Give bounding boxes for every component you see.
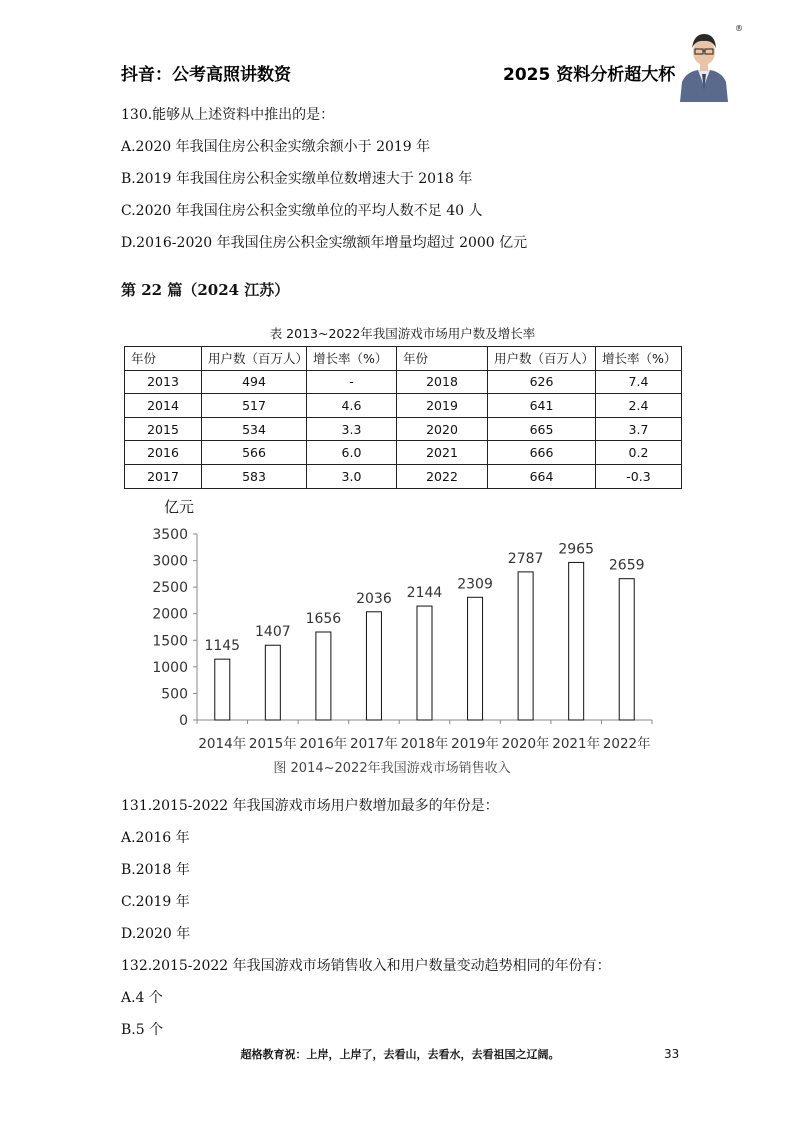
chart-y-tick-label: 3500 <box>152 527 188 543</box>
chart-bar <box>619 579 634 720</box>
chart-bar <box>468 597 483 720</box>
q132-stem: 132.2015-2022 年我国游戏市场销售收入和用户数量变动趋势相同的年份有： <box>121 958 611 974</box>
table-cell: 583 <box>202 464 307 488</box>
chart-data-label: 2309 <box>457 576 493 593</box>
table-cell: 3.7 <box>596 417 682 441</box>
table-cell: 2018 <box>397 370 488 394</box>
chart-data-label: 1145 <box>204 638 241 655</box>
table-cell: -0.3 <box>596 464 682 488</box>
table-cell: 3.0 <box>307 464 397 488</box>
table-row <box>125 441 682 465</box>
table-caption: 表 2013~2022年我国游戏市场用户数及增长率 <box>269 326 536 341</box>
table-cell: 665 <box>488 417 596 441</box>
chart-data-label: 1407 <box>255 624 291 641</box>
table-cell: 2017 <box>125 464 202 488</box>
revenue-bar-chart <box>140 490 680 785</box>
table-header-cell: 用户数（百万人） <box>488 347 596 371</box>
table-cell: 2021 <box>397 441 488 465</box>
table-cell: 0.2 <box>596 441 682 465</box>
chart-y-tick-label: 1500 <box>152 633 188 650</box>
table-cell: 517 <box>202 394 307 418</box>
chart-x-tick-label: 2020年 <box>501 736 550 752</box>
q131-option-a: A.2016 年 <box>121 830 190 846</box>
table-cell: 664 <box>488 464 596 488</box>
q130-stem: 130.能够从上述资料中推出的是： <box>121 107 335 123</box>
chart-data-label: 2965 <box>558 541 594 558</box>
table-cell: - <box>307 370 397 394</box>
table-header-cell: 年份 <box>397 347 488 371</box>
table-cell: 2013 <box>125 370 202 394</box>
page-number: 33 <box>664 1047 680 1061</box>
table-cell: 641 <box>488 394 596 418</box>
table-cell: 2.4 <box>596 394 682 418</box>
table-cell: 2019 <box>397 394 488 418</box>
q131-option-b: B.2018 年 <box>121 862 190 878</box>
chart-data-label: 2787 <box>507 550 544 567</box>
table-header-cell: 增长率（%） <box>596 347 682 371</box>
table-header-cell: 年份 <box>125 347 202 371</box>
chart-data-label: 2659 <box>608 557 645 574</box>
chart-y-tick-label: 2000 <box>152 606 188 623</box>
chart-bar <box>417 606 432 720</box>
chart-data-label: 2144 <box>406 585 443 602</box>
table-row <box>125 464 682 488</box>
table-header-cell: 用户数（百万人） <box>202 347 307 371</box>
table-row <box>125 394 682 418</box>
chart-y-tick-label: 2500 <box>152 580 188 597</box>
table-cell: 3.3 <box>307 417 397 441</box>
q130-option-a: A.2020 年我国住房公积金实缴余额小于 2019 年 <box>121 139 431 155</box>
header-left-title: 抖音：公考高照讲数资 <box>121 65 291 85</box>
author-photo <box>676 26 732 102</box>
chart-y-tick-label: 1000 <box>152 659 188 676</box>
chart-bar <box>316 632 331 720</box>
chart-bar <box>366 612 381 720</box>
table-cell: 2014 <box>125 394 202 418</box>
footer-slogan: 超格教育祝：上岸，上岸了，去看山，去看水，去看祖国之辽阔。 <box>240 1048 560 1061</box>
table-cell: 534 <box>202 417 307 441</box>
chart-y-tick-label: 500 <box>161 686 188 703</box>
table-cell: 7.4 <box>596 370 682 394</box>
chart-data-label: 1656 <box>305 610 342 627</box>
table-header-row <box>125 347 682 371</box>
chart-x-tick-label: 2016年 <box>299 736 348 752</box>
chart-x-tick-label: 2019年 <box>451 736 499 752</box>
q131-option-d: D.2020 年 <box>121 926 191 942</box>
table-header-cell: 增长率（%） <box>307 347 397 371</box>
q132-option-b: B.5 个 <box>121 1022 164 1038</box>
table-cell: 2016 <box>125 441 202 465</box>
q130-option-d: D.2016-2020 年我国住房公积金实缴额年增量均超过 2000 亿元 <box>121 235 528 251</box>
table-cell: 566 <box>202 441 307 465</box>
table-cell: 626 <box>488 370 596 394</box>
chart-x-tick-label: 2015年 <box>248 736 297 752</box>
chart-bar <box>265 645 280 720</box>
section-title: 第 22 篇（2024 江苏） <box>121 281 290 299</box>
table-row <box>125 370 682 394</box>
table-cell: 2015 <box>125 417 202 441</box>
q130-option-b: B.2019 年我国住房公积金实缴单位数增速大于 2018 年 <box>121 171 473 187</box>
chart-title: 图 2014~2022年我国游戏市场销售收入 <box>273 761 511 776</box>
chart-bar <box>569 562 584 720</box>
table-cell: 2020 <box>397 417 488 441</box>
chart-x-tick-label: 2018年 <box>400 736 449 752</box>
chart-data-label: 2036 <box>356 590 392 607</box>
chart-y-tick-label: 0 <box>179 713 188 729</box>
table-cell: 4.6 <box>307 394 397 418</box>
q131-option-c: C.2019 年 <box>121 894 190 910</box>
chart-y-tick-label: 3000 <box>152 553 188 570</box>
table-cell: 666 <box>488 441 596 465</box>
chart-x-tick-label: 2021年 <box>552 736 601 752</box>
q130-option-c: C.2020 年我国住房公积金实缴单位的平均人数不足 40 人 <box>121 203 483 219</box>
table-cell: 6.0 <box>307 441 397 465</box>
table-cell: 2022 <box>397 464 488 488</box>
chart-x-tick-label: 2017年 <box>350 736 398 752</box>
header-right-title: 2025 资料分析超大杯 <box>503 65 676 85</box>
user-table <box>124 346 682 489</box>
table-cell: 494 <box>202 370 307 394</box>
chart-bar <box>518 572 533 720</box>
table-row <box>125 417 682 441</box>
registered-mark: ® <box>735 24 743 33</box>
q132-option-a: A.4 个 <box>121 990 163 1006</box>
chart-y-axis-label: 亿元 <box>164 498 195 516</box>
chart-x-tick-label: 2022年 <box>602 736 651 752</box>
chart-x-tick-label: 2014年 <box>198 736 247 752</box>
q131-stem: 131.2015-2022 年我国游戏市场用户数增加最多的年份是： <box>121 798 499 814</box>
chart-bar <box>215 659 230 720</box>
